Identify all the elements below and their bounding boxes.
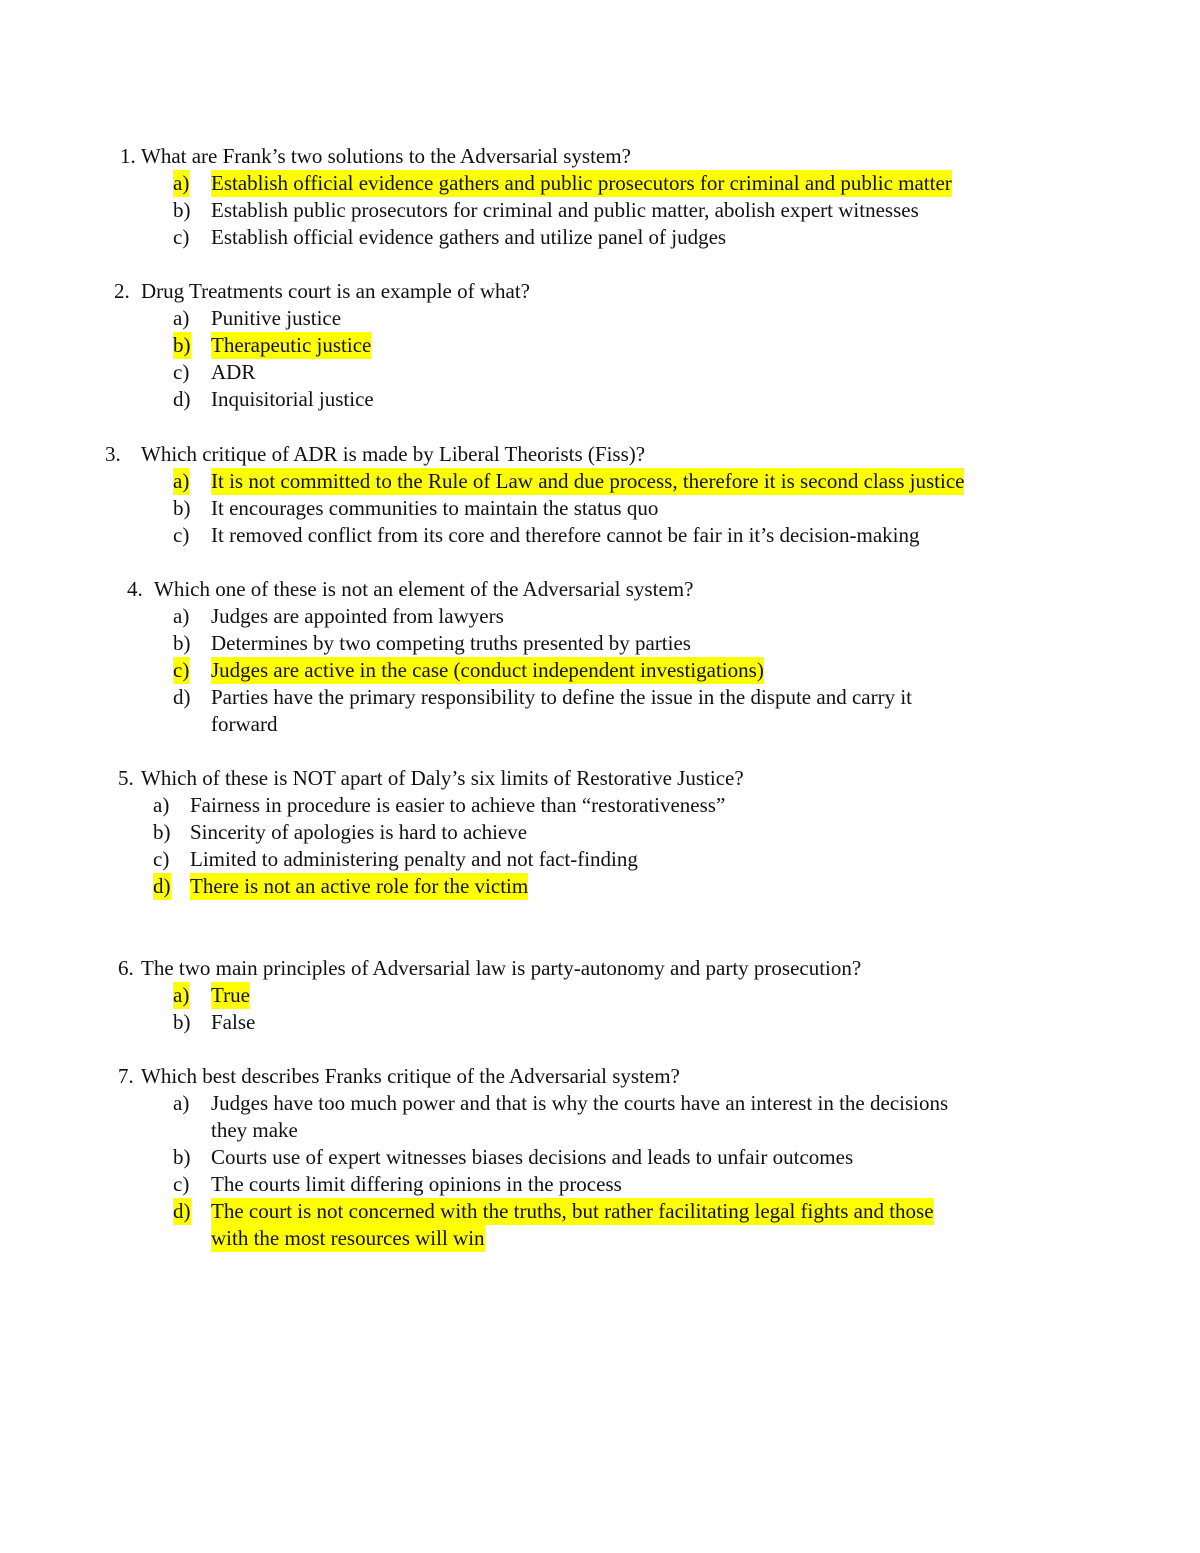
option-letter: a) (173, 306, 190, 330)
option-text: It encourages communities to maintain the status quo (211, 496, 659, 520)
option-text: Determines by two competing truths presented by parties (211, 631, 691, 655)
question-number: 7. (118, 1064, 134, 1088)
option-letter: c) (173, 360, 190, 384)
question-number: 6. (118, 956, 134, 980)
option-letter: b) (153, 820, 171, 844)
option-letter: c) (173, 523, 190, 547)
option-text-continued: forward (211, 712, 278, 736)
answer-option-text: It is not committed to the Rule of Law and due process, therefore it is second class justice (211, 469, 965, 493)
option-letter: b) (173, 631, 191, 655)
option-letter: d) (173, 387, 191, 411)
question-text: Which one of these is not an element of the Adversarial system? (154, 577, 694, 601)
option-letter: c) (173, 225, 190, 249)
option-letter: a) (173, 1091, 190, 1115)
answer-option-text: Judges are active in the case (conduct independent investigations) (211, 658, 764, 682)
question-text: Which critique of ADR is made by Liberal Theorists (Fiss)? (141, 442, 646, 466)
option-text: False (211, 1010, 256, 1034)
question-number: 4. (127, 577, 143, 601)
option-letter: a) (153, 793, 170, 817)
option-letter: b) (173, 1145, 191, 1169)
option-text: ADR (211, 360, 256, 384)
option-letter: c) (173, 658, 190, 682)
option-text: Judges have too much power and that is why the courts have an interest in the decisions (211, 1091, 949, 1115)
answer-option-text: Therapeutic justice (211, 333, 372, 357)
option-letter: a) (173, 983, 190, 1007)
option-text: Limited to administering penalty and not fact-finding (190, 847, 638, 871)
option-text: Establish official evidence gathers and utilize panel of judges (211, 225, 727, 249)
option-letter: d) (153, 874, 171, 898)
option-text-continued: they make (211, 1118, 298, 1142)
question-number: 3. (105, 442, 121, 466)
question-number: 5. (118, 766, 134, 790)
answer-option-text: There is not an active role for the victim (190, 874, 529, 898)
question-text: The two main principles of Adversarial law is party-autonomy and party prosecution? (141, 956, 862, 980)
option-letter: a) (173, 469, 190, 493)
option-text: Parties have the primary responsibility to define the issue in the dispute and carry it (211, 685, 912, 709)
answer-option-text: True (211, 983, 250, 1007)
option-text: Establish public prosecutors for criminal and public matter, abolish expert witnesses (211, 198, 919, 222)
option-text: Sincerity of apologies is hard to achieve (190, 820, 528, 844)
option-text: Fairness in procedure is easier to achieve than “restorativeness” (190, 793, 726, 817)
question-text: Which of these is NOT apart of Daly’s six limits of Restorative Justice? (141, 766, 744, 790)
option-letter: d) (173, 1199, 191, 1223)
question-text: Which best describes Franks critique of the Adversarial system? (141, 1064, 680, 1088)
option-text: Inquisitorial justice (211, 387, 374, 411)
option-letter: b) (173, 496, 191, 520)
option-letter: b) (173, 198, 191, 222)
option-letter: c) (153, 847, 170, 871)
answer-option-text: Establish official evidence gathers and public prosecutors for criminal and public matter (211, 171, 952, 195)
option-letter: a) (173, 171, 190, 195)
option-text: Punitive justice (211, 306, 342, 330)
option-text: It removed conflict from its core and therefore cannot be fair in it’s decision-making (211, 523, 920, 547)
option-letter: c) (173, 1172, 190, 1196)
option-text: The courts limit differing opinions in the process (211, 1172, 622, 1196)
question-text: Drug Treatments court is an example of what? (141, 279, 530, 303)
option-letter: d) (173, 685, 191, 709)
answer-option-text-continued: with the most resources will win (211, 1226, 485, 1250)
option-letter: b) (173, 333, 191, 357)
option-letter: b) (173, 1010, 191, 1034)
question-text: What are Frank’s two solutions to the Adversarial system? (141, 144, 631, 168)
question-number: 1. (120, 144, 136, 168)
option-text: Judges are appointed from lawyers (211, 604, 504, 628)
option-letter: a) (173, 604, 190, 628)
answer-option-text: The court is not concerned with the truths, but rather facilitating legal fights and those (211, 1199, 934, 1223)
option-text: Courts use of expert witnesses biases decisions and leads to unfair outcomes (211, 1145, 854, 1169)
question-number: 2. (114, 279, 130, 303)
